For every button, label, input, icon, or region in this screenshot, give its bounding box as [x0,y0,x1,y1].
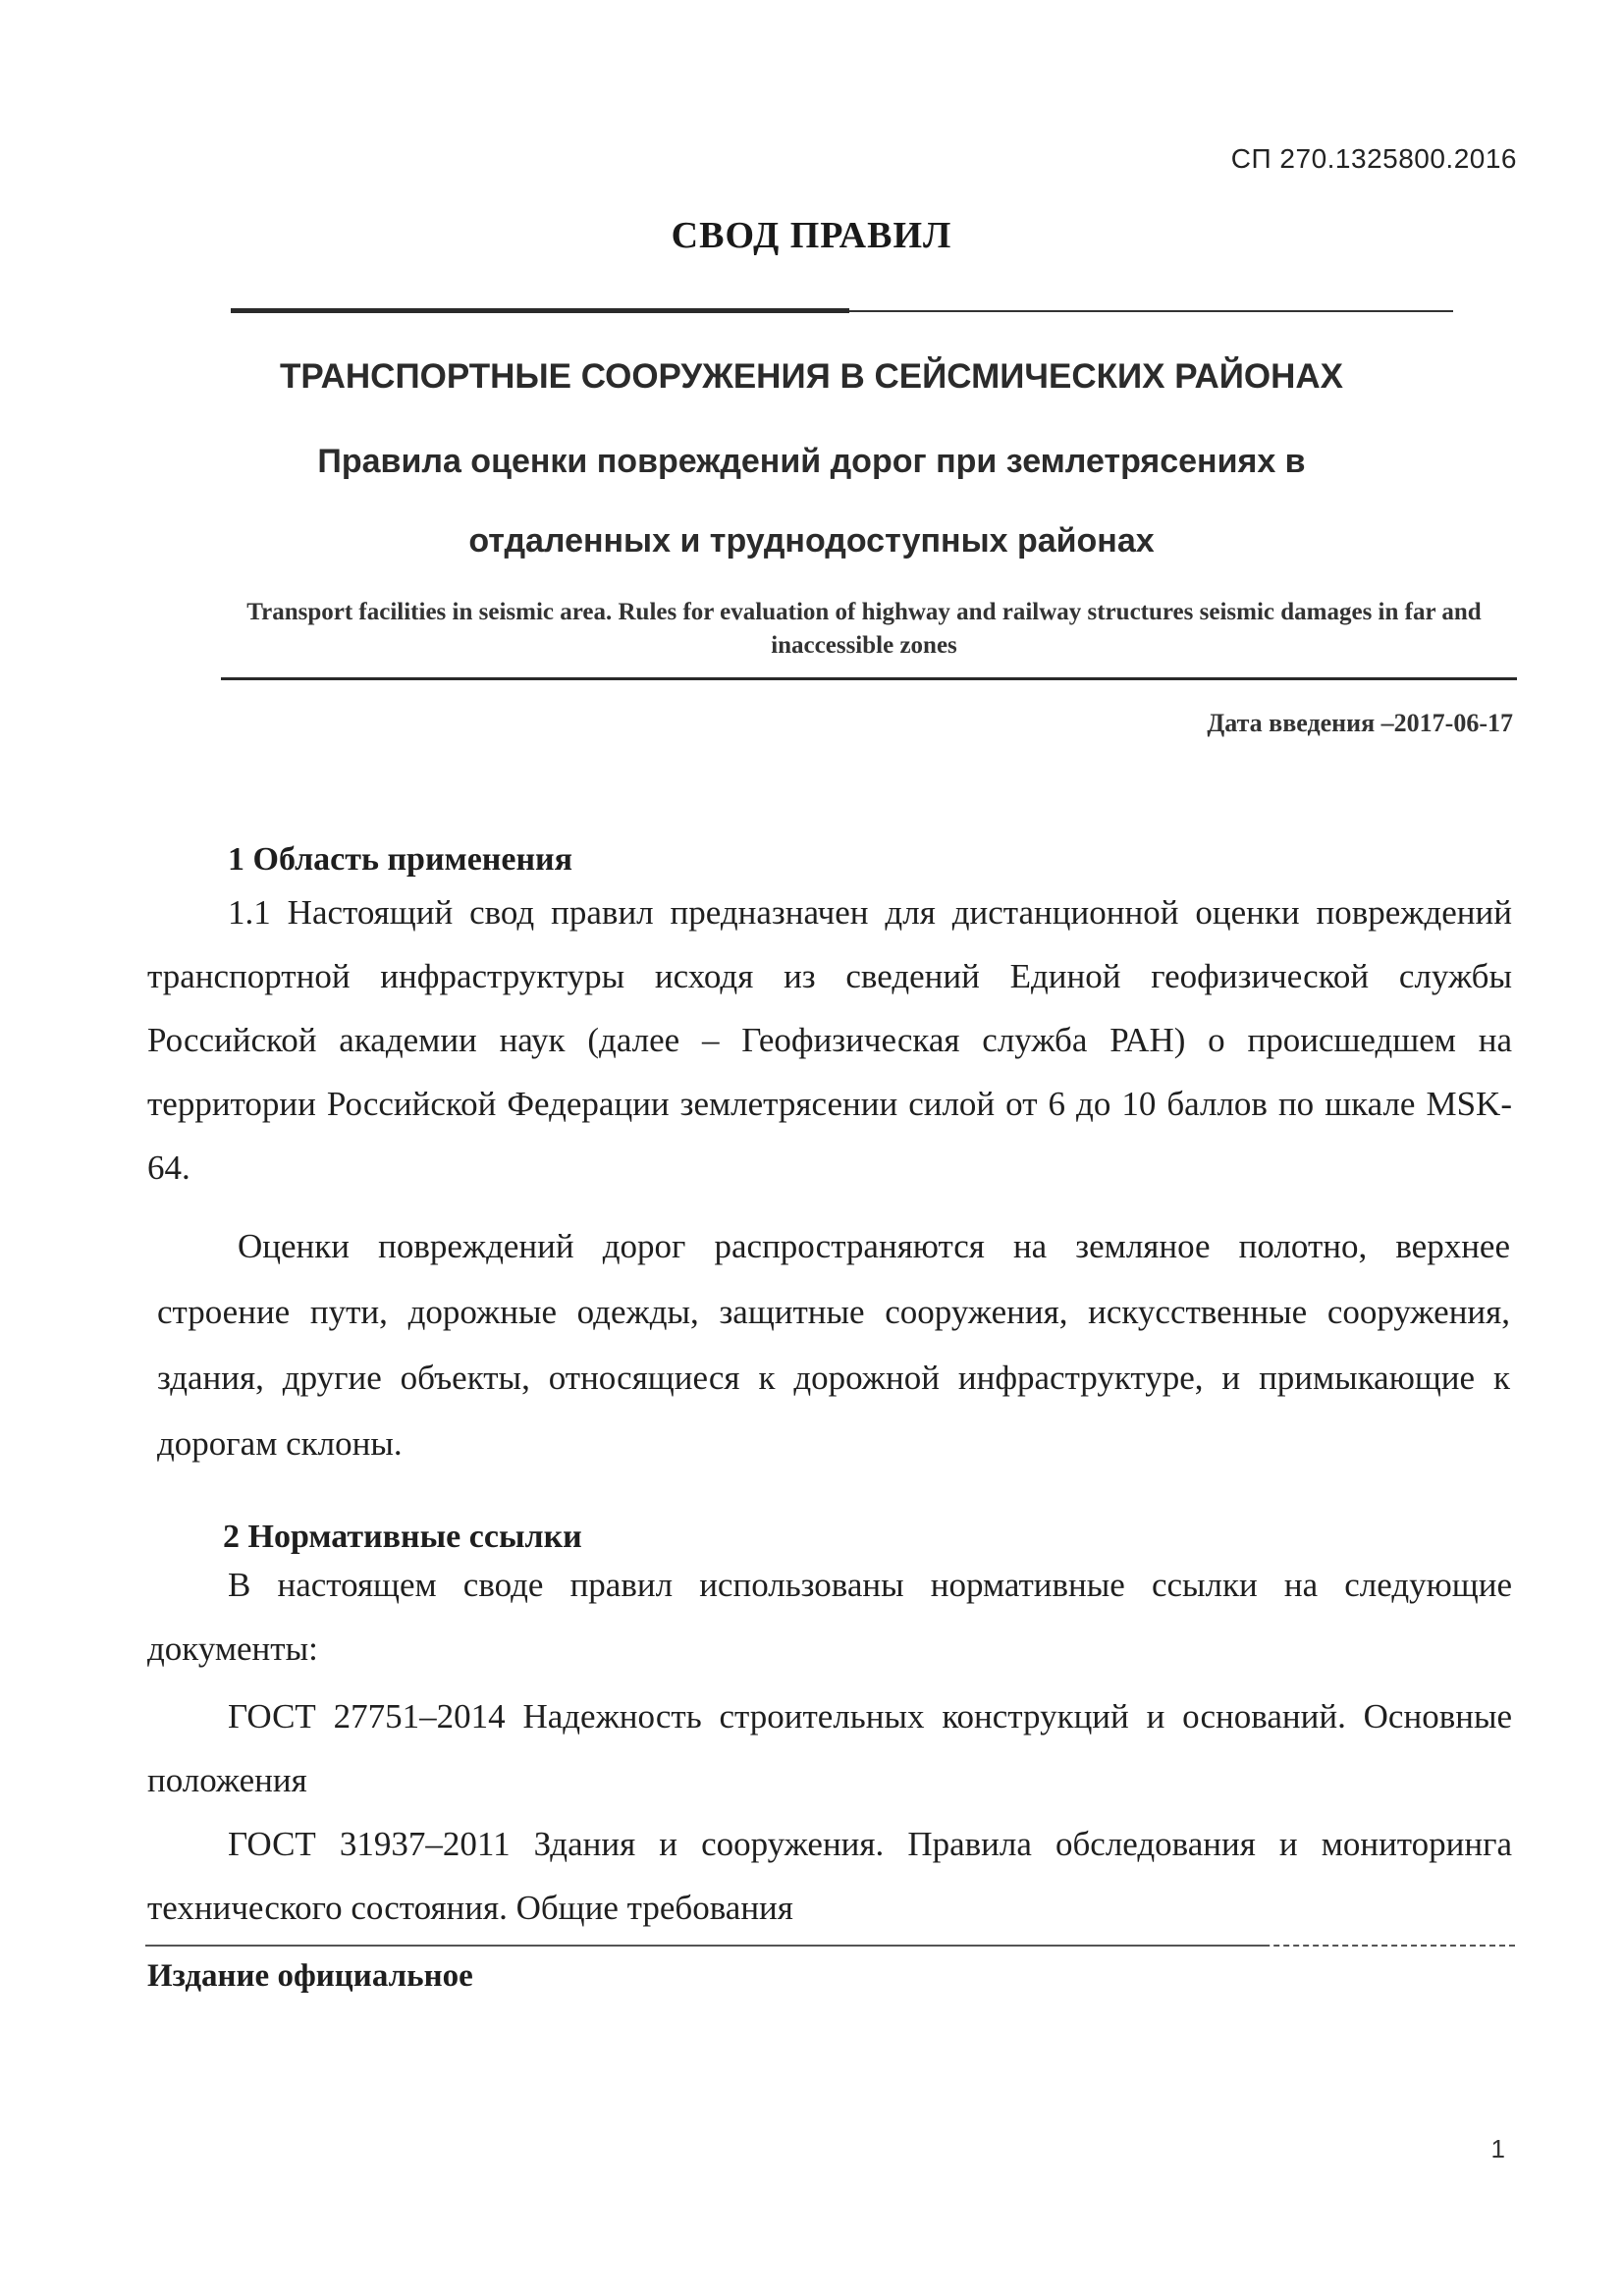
title-divider [221,677,1517,680]
section-2-intro-paragraph: В настоящем своде правил использованы нормативные ссылки на следующие документы: [147,1566,1512,1668]
page-number: 1 [1490,2134,1505,2163]
normative-reference-2: ГОСТ 31937–2011 Здания и сооружения. Правила обследования и мониторинга технического состояния. Общие требования [147,1825,1512,1927]
footer-divider [145,1945,1265,1947]
section-2-heading: 2 Нормативные ссылки [223,1519,582,1555]
introduction-date: Дата введения –2017-06-17 [1207,709,1513,737]
document-title: ТРАНСПОРТНЫЕ СООРУЖЕНИЯ В СЕЙСМИЧЕСКИХ РАЙОНАХ [279,357,1344,396]
document-code: СП 270.1325800.2016 [1230,143,1517,174]
header-divider-thick [231,308,849,313]
section-1-heading: 1 Область применения [228,841,573,878]
section-1-paragraph-2: Оценки повреждений дорог распространяются на земляное полотно, верхнее строение пути, дорожные одежды, защитные сооружения, искусственные сооружения, здания, другие объекты, относящиеся к дорожной инфраструктуре, и примыкающие к дорогам склоны. [157,1227,1510,1463]
official-edition-label: Издание официальное [147,1958,473,1994]
document-subtitle-line-2: отдаленных и труднодоступных районах [468,522,1155,560]
document-subtitle-line-1: Правила оценки повреждений дорог при землетрясениях в [317,443,1306,480]
code-type-title: СВОД ПРАВИЛ [671,215,952,256]
normative-reference-1: ГОСТ 27751–2014 Надежность строительных конструкций и оснований. Основные положения [147,1697,1512,1799]
section-1-paragraph-1: 1.1 Настоящий свод правил предназначен для дистанционной оценки повреждений транспортной инфраструктуры исходя из сведений Единой геофизической службы Российской академии наук (далее – Геофизическая служба РАН) о происшедшем на территории Российской Федерации землетрясении силой от 6 до 10 баллов по шкале MSK-64. [147,893,1512,1187]
english-title: Transport facilities in seismic area. Rules for evaluation of highway and railway structures seismic damages in far and inaccessible zones [246,599,1482,659]
